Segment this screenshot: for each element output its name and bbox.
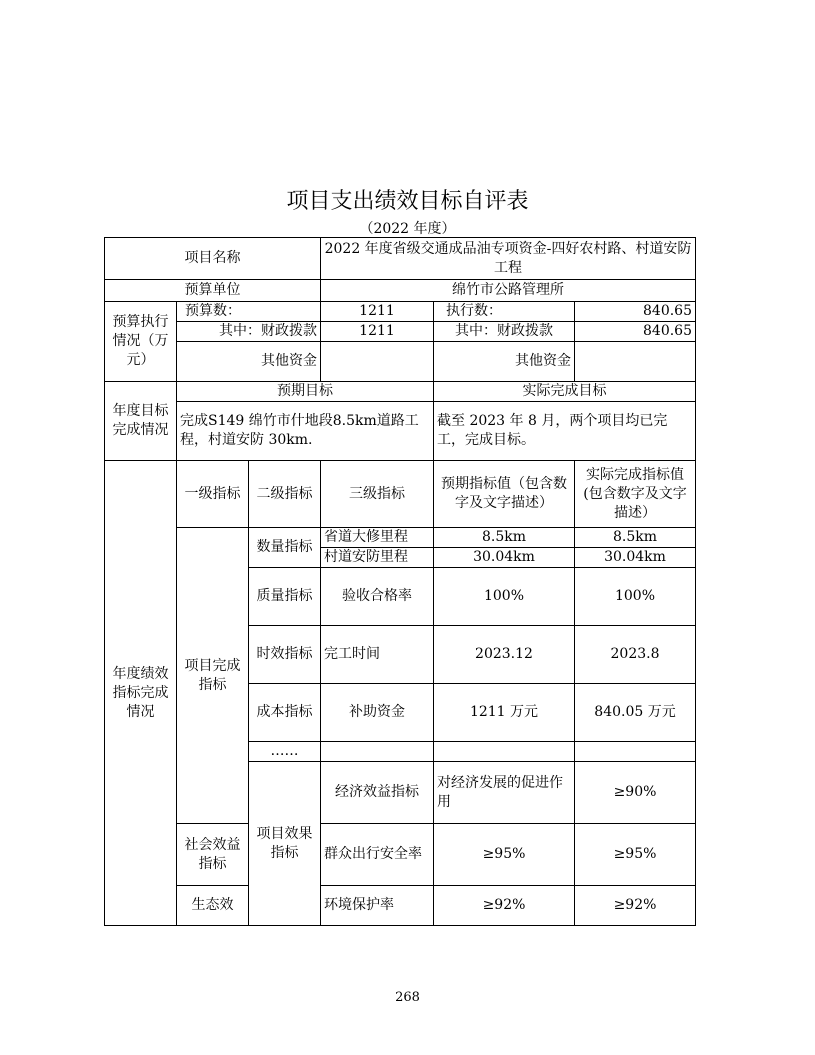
level1-header: 一级指标 [177,461,249,528]
project-name-value: 2022 年度省级交通成品油专项资金-四好农村路、村道安防工程 [321,238,696,280]
indicator-name: 群众出行安全率 [321,824,434,886]
fiscal-exec-value: 840.65 [575,322,696,342]
exec-amount-label: 执行数： [434,302,575,322]
budget-amount-value: 1211 [321,302,434,322]
table-row [105,382,696,402]
table-row [105,322,696,342]
other-funds-exec-value [575,342,696,382]
indicator-name: 补助资金 [321,684,434,742]
project-name-label: 项目名称 [105,238,321,280]
indicator-name: 村道安防里程 [321,548,434,568]
fiscal-budget-label: 其中：财政拨款 [177,322,321,342]
quality-indicator-label: 质量指标 [249,568,321,626]
fiscal-budget-value: 1211 [321,322,434,342]
actual-value-header: 实际完成指标值(包含数字及文字描述） [575,461,696,528]
indicator-actual: ≥92% [575,886,696,926]
actual-goal-text: 截至 2023 年 8 月，两个项目均已完工，完成目标。 [434,402,696,461]
expected-goal-text: 完成S149 绵竹市什地段8.5km道路工程，村道安防 30km. [177,402,434,461]
indicator-actual: 840.05 万元 [575,684,696,742]
indicator-expected: 8.5km [434,528,575,548]
ellipsis-cell: …… [249,742,321,762]
indicator-name: 对经济发展的促进作用 [434,762,575,824]
actual-goal-header: 实际完成目标 [434,382,696,402]
page-number: 268 [395,990,420,1005]
fiscal-exec-label: 其中：财政拨款 [434,322,575,342]
year-subtitle: （2022 年度） [359,221,456,237]
empty-cell [434,742,575,762]
expected-goal-header: 预期目标 [177,382,434,402]
eco-indicator-label: 生态效 [177,886,249,926]
indicator-expected: ≥92% [434,886,575,926]
budget-section-label: 预算执行情况（万元） [105,302,177,382]
budget-amount-label: 预算数： [177,302,321,322]
indicator-expected: 1211 万元 [434,684,575,742]
timeliness-indicator-label: 时效指标 [249,626,321,684]
indicator-name: 验收合格率 [321,568,434,626]
level2-header: 二级指标 [249,461,321,528]
effect-group-label: 项目效果指标 [249,762,321,926]
indicator-actual: 2023.8 [575,626,696,684]
other-funds-label: 其他资金 [177,342,321,382]
performance-evaluation-table [104,237,696,926]
indicator-name: 环境保护率 [321,886,434,926]
economic-indicator-label: 经济效益指标 [321,762,434,824]
indicators-section-label: 年度绩效指标完成情况 [105,461,177,926]
completion-group-label: 项目完成指标 [177,528,249,824]
level3-header: 三级指标 [321,461,434,528]
indicator-expected: 2023.12 [434,626,575,684]
table-row [105,824,696,886]
table-row [105,342,696,382]
table-row [105,886,696,926]
empty-cell [321,742,434,762]
exec-amount-value: 840.65 [575,302,696,322]
indicator-actual: ≥95% [575,824,696,886]
table-row [105,238,696,280]
indicator-expected: ≥90% [575,762,696,824]
table-row [105,528,696,548]
indicator-expected: 30.04km [434,548,575,568]
other-funds-exec-label: 其他资金 [434,342,575,382]
indicator-actual: 30.04km [575,548,696,568]
indicator-expected: ≥95% [434,824,575,886]
table-row [105,461,696,528]
indicator-name: 完工时间 [321,626,434,684]
cost-indicator-label: 成本指标 [249,684,321,742]
annual-goal-label: 年度目标完成情况 [105,382,177,461]
social-indicator-label: 社会效益指标 [177,824,249,886]
other-funds-budget [321,342,434,382]
indicator-actual: 8.5km [575,528,696,548]
table-row [105,402,696,461]
table-row [105,280,696,302]
quantity-indicator-label: 数量指标 [249,528,321,568]
budget-unit-value: 绵竹市公路管理所 [321,280,696,302]
expected-value-header: 预期指标值（包含数字及文字描述） [434,461,575,528]
indicator-name: 省道大修里程 [321,528,434,548]
table-row [105,302,696,322]
page-title: 项目支出绩效目标自评表 [286,189,529,214]
indicator-actual: 100% [575,568,696,626]
budget-unit-label: 预算单位 [105,280,321,302]
indicator-expected: 100% [434,568,575,626]
empty-cell [575,742,696,762]
